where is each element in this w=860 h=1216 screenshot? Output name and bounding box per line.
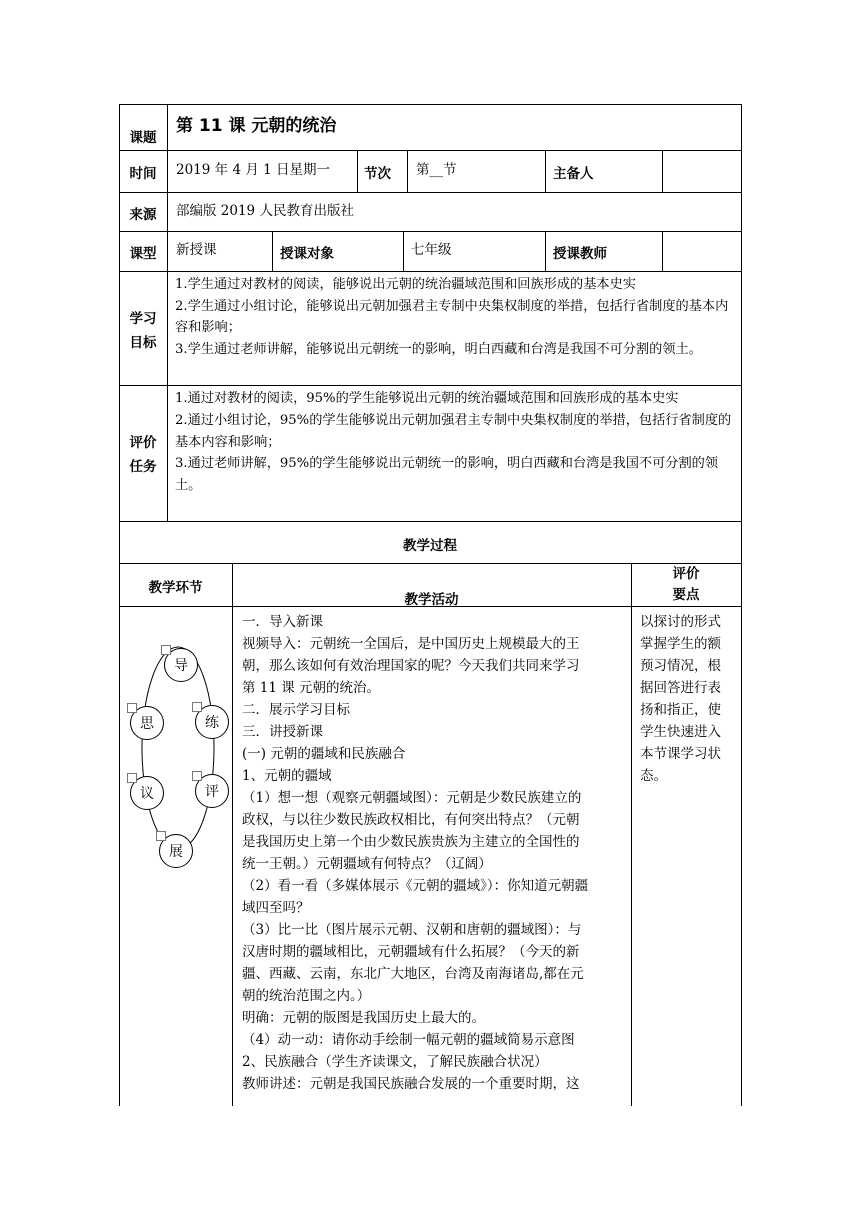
objective-item: 2.学生通过小组讨论，能够说出元朝加强君主专制中央集权制度的举措，包括行省制度的基本内容和影响； (175, 298, 729, 335)
source-value: 部编版 2019 人民教育出版社 (176, 203, 354, 219)
period-label: 节次 (364, 166, 391, 182)
activity-line: 疆、西藏、云南，东北广大地区，台湾及南海诸岛,都在元 (242, 966, 584, 982)
activity-line: 统一王朝。）元朝疆域有何特点？（辽阔） (242, 856, 492, 872)
activity-line: （3）比一比（图片展示元朝、汉朝和唐朝的疆域图）：与 (242, 922, 582, 938)
topic-label: 课题 (129, 130, 157, 146)
objectives-list (175, 274, 737, 360)
activity-line: 1、元朝的疆域 (242, 768, 332, 784)
teaching-cycle-diagram (119, 606, 232, 886)
activity-line: 二．展示学习目标 (242, 702, 350, 718)
activity-line: 汉唐时期的疆域相比，元朝疆域有什么拓展？（今天的新 (242, 944, 580, 960)
evaluation-point-line: 预习情况，根 (640, 658, 721, 674)
evaluation-point-line: 扬和指正，使 (640, 702, 721, 718)
activity-line: (一) 元朝的疆域和民族融合 (242, 746, 406, 762)
col-activity-header: 教学活动 (404, 592, 459, 608)
col-eval-header-line1: 评价 (672, 566, 700, 582)
type-label: 课型 (129, 246, 157, 262)
checkbox-marker-icon (192, 771, 202, 781)
activity-line: 2、民族融合（学生齐读课文，了解民族融合状况） (242, 1054, 548, 1070)
activity-line: 朝，那么该如何有效治理国家的呢？今天我们共同来学习 (242, 658, 580, 674)
activity-line: 朝的统治范围之内。） (242, 988, 371, 1004)
activity-line: 政权，与以往少数民族政权相比，有何突出特点？（元朝 (242, 812, 580, 828)
evaluation-label (119, 431, 167, 479)
type-value: 新授课 (176, 242, 217, 258)
checkbox-marker-icon (161, 645, 171, 655)
evaluation-points-text (640, 611, 740, 787)
activity-line: 第 11 课 元朝的统治。 (242, 680, 381, 696)
evaluation-list (175, 388, 737, 497)
objectives-label-line1: 学习 (129, 311, 157, 327)
activity-line: （4）动一动：请你动手绘制一幅元朝的疆域简易示意图 (242, 1032, 575, 1048)
col-eval-header-line2: 要点 (672, 587, 700, 603)
evaluation-point-line: 态。 (640, 768, 667, 784)
checkbox-marker-icon (127, 703, 137, 713)
evaluation-point-line: 本节课学习状 (640, 746, 721, 762)
activity-text (242, 611, 628, 1095)
time-value: 2019 年 4 月 1 日星期一 (176, 162, 330, 178)
period-value: 第__节 (416, 162, 457, 178)
activity-line: 视频导入：元朝统一全国后，是中国历史上规模最大的王 (242, 636, 580, 652)
evaluation-label-line2: 任务 (129, 459, 157, 475)
objective-item: 1.学生通过对教材的阅读，能够说出元朝的统治疆域范围和回族形成的基本史实 (175, 277, 636, 292)
evaluation-point-line: 据回答进行表 (640, 680, 721, 696)
evaluation-item: 1.通过对教材的阅读，95%的学生能够说出元朝的统治疆域范围和回族形成的基本史实 (175, 391, 679, 406)
activity-line: （2）看一看（多媒体展示《元朝的疆域》）：你知道元朝疆 (242, 878, 589, 894)
evaluation-label-line1: 评价 (129, 435, 157, 451)
process-title: 教学过程 (403, 538, 457, 554)
activity-line: 教师讲述：元朝是我国民族融合发展的一个重要时期，这 (242, 1076, 580, 1092)
objective-item: 3.学生通过老师讲解，能够说出元朝统一的影响，明白西藏和台湾是我国不可分割的领土。 (175, 341, 702, 357)
evaluation-point-line: 以探讨的形式 (640, 614, 721, 630)
objectives-label (119, 307, 167, 355)
activity-line: 明确：元朝的版图是我国历史上最大的。 (242, 1010, 485, 1026)
cycle-node-lian: 练 (195, 705, 229, 739)
checkbox-marker-icon (192, 702, 202, 712)
source-label: 来源 (129, 207, 157, 223)
time-label: 时间 (129, 166, 157, 182)
evaluation-point-line: 学生快速进入 (640, 724, 721, 740)
audience-label: 授课对象 (280, 246, 334, 262)
activity-line: （1）想一想（观察元朝疆域图）：元朝是少数民族建立的 (242, 790, 582, 806)
activity-line: 三．讲授新课 (242, 724, 323, 740)
cycle-node-ping: 评 (195, 774, 229, 808)
evaluation-item: 2.通过小组讨论，95%的学生能够说出元朝加强君主专制中央集权制度的举措，包括行省制度的基本内容和影响； (175, 412, 732, 450)
activity-line: 是我国历史上第一个由少数民族贵族为主建立的全国性的 (242, 834, 580, 850)
evaluation-item: 3.通过老师讲解，95%的学生能够说出元朝统一的影响，明白西藏和台湾是我国不可分割的领土。 (175, 456, 719, 494)
checkbox-marker-icon (156, 831, 166, 841)
cycle-node-yi: 议 (130, 776, 164, 810)
objectives-label-line2: 目标 (129, 335, 157, 351)
evaluation-point-line: 掌握学生的额 (640, 636, 721, 652)
topic-value: 第 11 课 元朝的统治 (176, 116, 337, 136)
activity-line: 域四至吗？ (242, 900, 310, 916)
activity-line: 一．导入新课 (242, 614, 323, 630)
cycle-node-dao: 导 (164, 648, 198, 682)
checkbox-marker-icon (127, 773, 137, 783)
cycle-node-zhan: 展 (159, 834, 193, 868)
cycle-node-si: 思 (130, 706, 164, 740)
audience-value: 七年级 (411, 242, 452, 258)
col-eval-header (631, 564, 741, 606)
preparer-label: 主备人 (553, 166, 594, 182)
col-stage-header: 教学环节 (148, 580, 203, 596)
teacher-label: 授课教师 (553, 246, 607, 262)
